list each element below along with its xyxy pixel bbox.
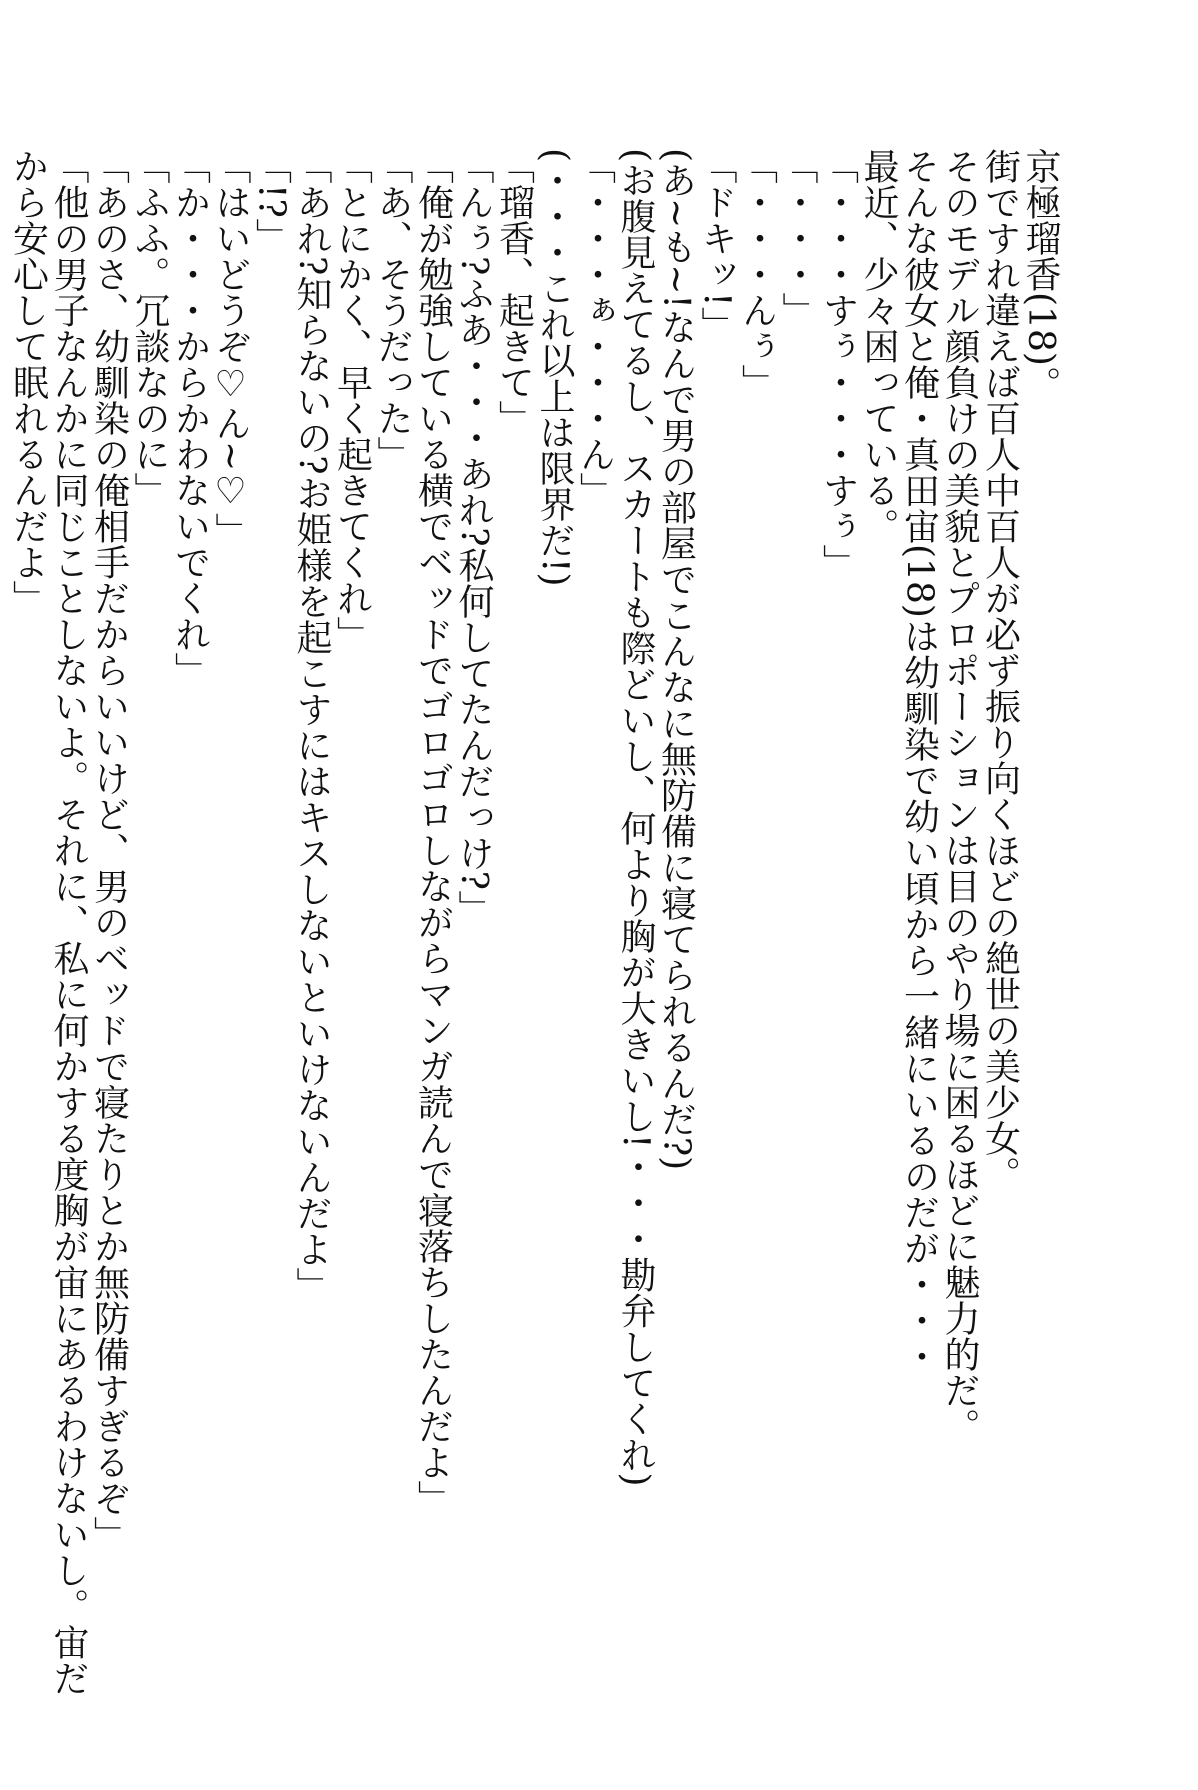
thought-line-11: (お腹見えてるし、スカートも際どいし、何より胸が大きいし!・・・勘弁してくれ) (615, 148, 656, 1487)
thought-line-13: (・・・これ以上は限界だ!) (534, 148, 575, 587)
narration-line-3: そのモデル顔負けの美貌とプロポーションは目のやり場に困るほどに魅力的だ。 (939, 148, 980, 1444)
dialogue-line-25: 「他の男子なんかに同じことしないよ。それに、私に何かする度胸が宙にあるわけないし。宙だから安心して眠れるんだよ」 (7, 148, 89, 1696)
narration-line-1: 京極瑠香(18)。 (1020, 148, 1061, 402)
dialogue-line-16: 「俺が勉強している横でベッドでゴロゴロしながらマンガ読んで寝落ちしたんだよ」 (412, 148, 454, 1516)
dialogue-line-8: 「・・・んぅ」 (736, 148, 778, 400)
dialogue-line-22: 「か・・・からかわないでくれ」 (169, 148, 211, 688)
dialogue-line-14: 「瑠香、起きて」 (493, 148, 535, 436)
narration-line-5: 最近、少々困っている。 (858, 148, 899, 544)
dialogue-line-12: 「・・・ぁ・・・ん」 (574, 148, 616, 508)
thought-line-10: (あ~も~!なんで男の部屋でこんなに無防備に寝てられるんだ?) (655, 148, 697, 1171)
dialogue-line-21: 「はいどうぞ♡ん~♡」 (210, 148, 251, 549)
dialogue-line-19: 「あれ?知らないの?お姫様を起こすにはキスしないといけないんだよ」 (291, 148, 332, 1303)
dialogue-line-15: 「んぅ?ふあ・・・あれ?私何してたんだっけ?」 (453, 148, 494, 926)
vertical-text-block (7, 148, 1060, 1708)
dialogue-line-17: 「あ、そうだった」 (372, 148, 413, 472)
narration-line-4: そんな彼女と俺・真田宙(18)は幼馴染で幼い頃から一緒にいるのだが・・・ (898, 148, 940, 1374)
dialogue-line-6: 「・・・すぅ・・・すぅ」 (817, 148, 859, 580)
narration-line-2: 街ですれ違えば百人中百人が必ず振り向くほどの絶世の美少女。 (979, 148, 1021, 1192)
dialogue-line-9: 「ドキッ!」 (696, 148, 737, 343)
dialogue-line-7: 「・・・」 (777, 148, 818, 328)
dialogue-line-20: 「!?」 (250, 148, 292, 254)
dialogue-line-18: 「とにかく、早く起きてくれ」 (331, 148, 373, 652)
dialogue-line-23: 「ふふ。冗談なのに」 (129, 148, 170, 508)
dialogue-line-24: 「あのさ、幼馴染の俺相手だからいいけど、男のベッドで寝たりとか無防備すぎるぞ」 (88, 148, 130, 1552)
